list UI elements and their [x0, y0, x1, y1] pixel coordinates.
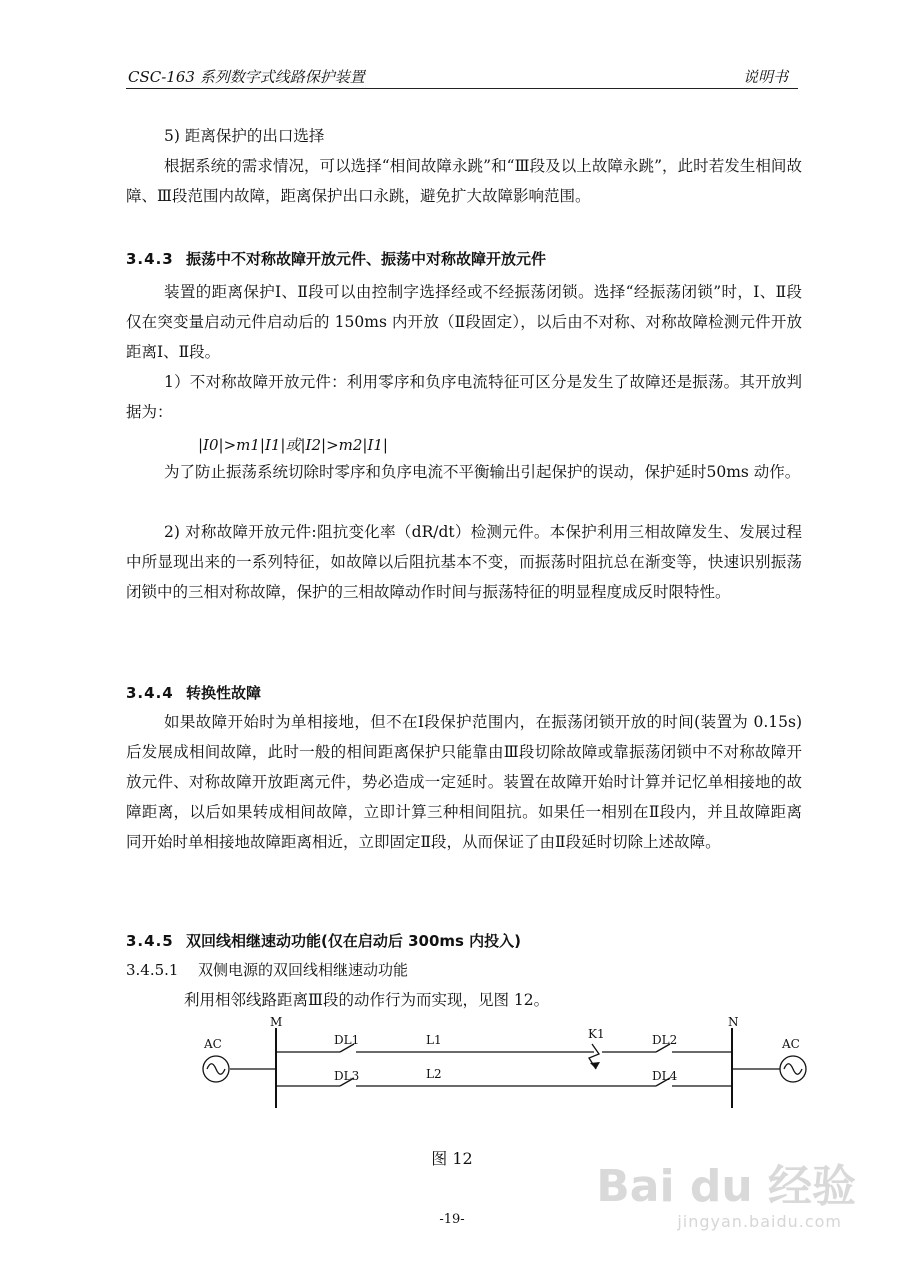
- subheading-number: 3.4.5.1: [126, 961, 179, 979]
- fault-k1-label: K1: [588, 1027, 605, 1041]
- heading-3-4-3: [126, 248, 802, 269]
- heading-number: 3.4.4: [126, 684, 174, 702]
- watermark-url: jingyan.baidu.com: [677, 1212, 842, 1231]
- source-left-label: AC: [204, 1037, 222, 1051]
- subheading-text: 双侧电源的双回线相继速动功能: [198, 961, 409, 979]
- breaker-dl1-label: DL1: [334, 1033, 360, 1047]
- bus-m-label: M: [270, 1016, 283, 1029]
- breaker-dl4-label: DL4: [652, 1069, 678, 1083]
- line-l1-label: L1: [426, 1033, 442, 1047]
- source-right-label: AC: [782, 1037, 800, 1051]
- heading-3-4-5: [126, 930, 802, 951]
- section-5-paragraph: 根据系统的需求情况，可以选择“相间故障永跳”和“Ⅲ段及以上故障永跳”，此时若发生相间故障、Ⅲ段范围内故障，距离保护出口永跳，避免扩大故障影响范围。: [126, 157, 802, 205]
- criterion-formula: [198, 434, 388, 455]
- header-doc-type: 说明书: [742, 68, 788, 86]
- paragraph: 利用相邻线路距离Ⅲ段的动作行为而实现，见图 12。: [184, 991, 550, 1009]
- heading-number: 3.4.5: [126, 932, 174, 950]
- line-l2-label: L2: [426, 1067, 442, 1081]
- baidu-watermark: Bai du 经验: [596, 1161, 856, 1212]
- section-5-title: 5) 距离保护的出口选择: [164, 127, 325, 145]
- heading-text: 振荡中不对称故障开放元件、振荡中对称故障开放元件: [186, 250, 547, 268]
- header-title: CSC-163 系列数字式线路保护装置: [128, 68, 365, 86]
- double-circuit-diagram: [190, 1016, 820, 1120]
- formula-text: |I0|>m1|I1|或|I2|>m2|I1|: [198, 436, 388, 454]
- heading-number: 3.4.3: [126, 250, 174, 268]
- figure-caption: 图 12: [431, 1149, 473, 1168]
- paragraph: 如果故障开始时为单相接地，但不在Ⅰ段保护范围内，在振荡闭锁开放的时间(装置为 0.15s)后发展成相间故障，此时一般的相间距离保护只能靠由Ⅲ段切除故障或靠振荡闭锁中不对称故障开放元件、对称故障开放距离元件，势必造成一定延时。装置在故障开始时计算并记忆单相接地的故障距离，以后如果转成相间故障，立即计算三种相间阻抗。如果任一相别在Ⅱ段内，并且故障距离同开始时单相接地故障距离相近，立即固定Ⅱ段，从而保证了由Ⅱ段延时切除上述故障。: [126, 713, 802, 851]
- bus-n-label: N: [728, 1016, 739, 1029]
- heading-text: 双回线相继速动功能(仅在启动后 300ms 内投入): [186, 932, 522, 950]
- paragraph: 装置的距离保护Ⅰ、Ⅱ段可以由控制字选择经或不经振荡闭锁。选择“经振荡闭锁”时，Ⅰ、Ⅱ段仅在突变量启动元件启动后的 150ms 内开放（Ⅱ段固定），以后由不对称、对称故障检测元件开放距离Ⅰ、Ⅱ段。: [126, 283, 802, 361]
- paragraph: 为了防止振荡系统切除时零序和负序电流不平衡输出引起保护的误动，保护延时50ms 动作。: [164, 463, 801, 481]
- heading-text: 转换性故障: [186, 684, 262, 702]
- page-header: [126, 62, 798, 89]
- subheading-3-4-5-1: [126, 955, 802, 985]
- heading-3-4-4: [126, 682, 802, 703]
- breaker-dl3-label: DL3: [334, 1069, 360, 1083]
- paragraph: 1）不对称故障开放元件：利用零序和负序电流特征可区分是发生了故障还是振荡。其开放判据为：: [126, 373, 802, 421]
- breaker-dl2-label: DL2: [652, 1033, 678, 1047]
- page-number: -19-: [439, 1212, 465, 1227]
- paragraph: 2) 对称故障开放元件:阻抗变化率（dR/dt）检测元件。本保护利用三相故障发生、发展过程中所显现出来的一系列特征，如故障以后阻抗基本不变，而振荡时阻抗总在渐变等，快速识别振荡闭锁中的三相对称故障，保护的三相故障动作时间与振荡特征的明显程度成反时限特性。: [126, 523, 802, 601]
